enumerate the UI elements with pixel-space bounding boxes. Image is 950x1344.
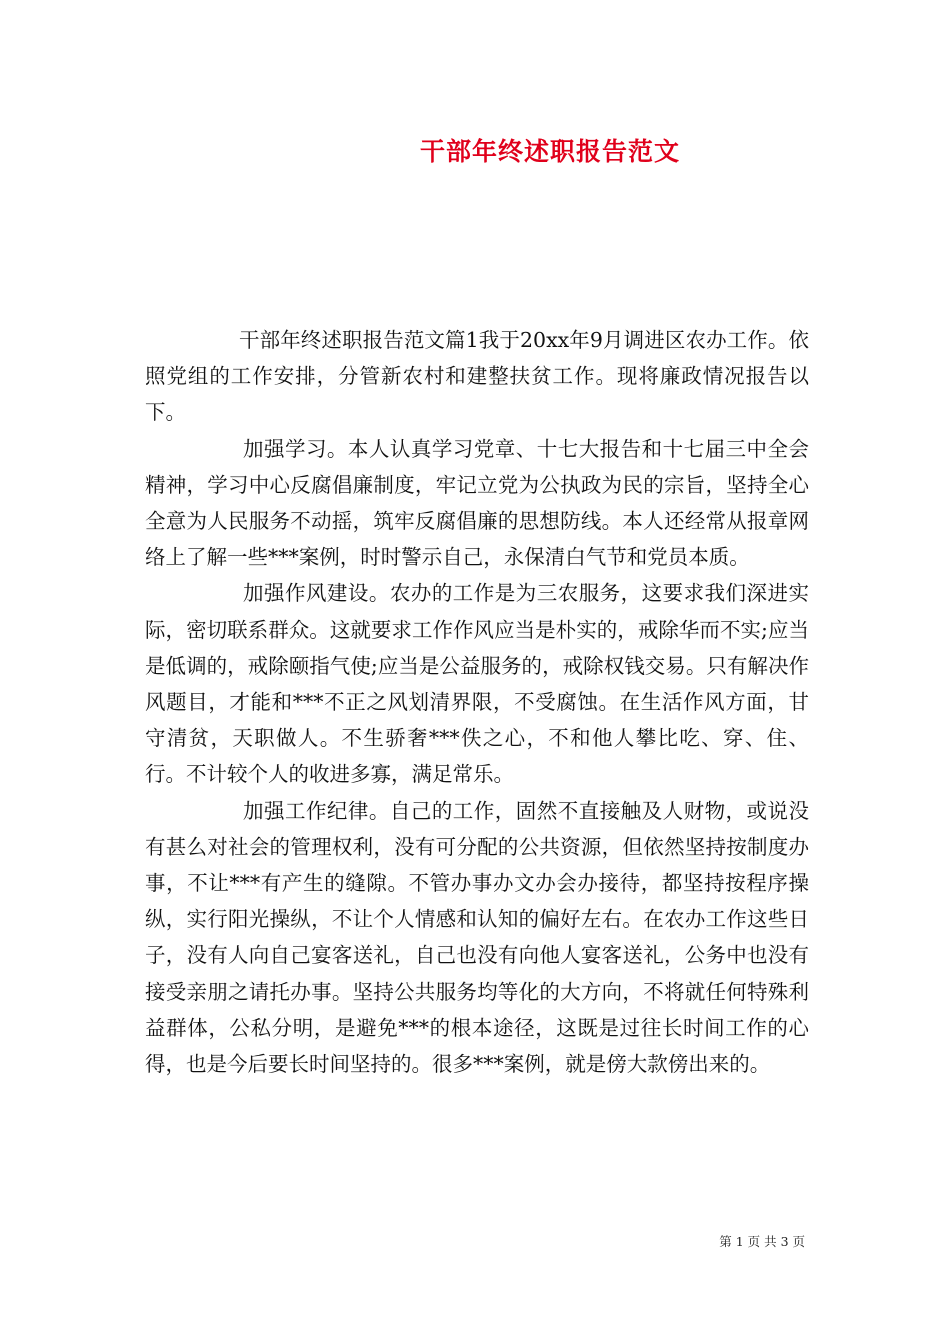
paragraph-study: 加强学习。本人认真学习党章、十七大报告和十七届三中全会精神，学习中心反腐倡廉制度，牢记立党为公执政为民的宗旨，坚持全心全意为人民服务不动摇，筑牢反腐倡廉的思想防线。本人还经常从报章网络上了解一些***案例，时时警示自己，永保清白气节和党员本质。 xyxy=(145,436,809,570)
paragraph-work-discipline: 加强工作纪律。自己的工作，固然不直接触及人财物，或说没有甚么对社会的管理权利，没有可分配的公共资源，但依然坚持按制度办事，不让***有产生的缝隙。不管办事办文办会办接待，都坚持按程序操纵，实行阳光操纵，不让个人情感和认知的偏好左右。在农办工作这些日子，没有人向自己宴客送礼，自己也没有向他人宴客送礼，公务中也没有接受亲朋之请托办事。坚持公共服务均等化的大方向，不将就任何特殊利益群体，公私分明，是避免***的根本途径，这既是过往长时间工作的心得，也是今后要长时间坚持的。很多***案例，就是傍大款傍出来的。 xyxy=(145,798,809,1077)
paragraph-intro: 干部年终述职报告范文篇1我于20xx年9月调进区农办工作。依照党组的工作安排，分管新农村和建整扶贫工作。现将廉政情况报告以下。 xyxy=(145,328,809,425)
document-body xyxy=(145,322,809,1082)
paragraph-work-style: 加强作风建设。农办的工作是为三农服务，这要求我们深进实际，密切联系群众。这就要求工作作风应当是朴实的，戒除华而不实;应当是低调的，戒除颐指气使;应当是公益服务的，戒除权钱交易。只有解决作风题目，才能和***不正之风划清界限，不受腐蚀。在生活作风方面，甘守清贫，天职做人。不生骄奢***佚之心，不和他人攀比吃、穿、住、行。不计较个人的收进多寡，满足常乐。 xyxy=(145,581,809,787)
page-number-footer: 第 1 页 共 3 页 xyxy=(719,1234,805,1249)
document-title: 干部年终述职报告范文 xyxy=(419,137,680,166)
